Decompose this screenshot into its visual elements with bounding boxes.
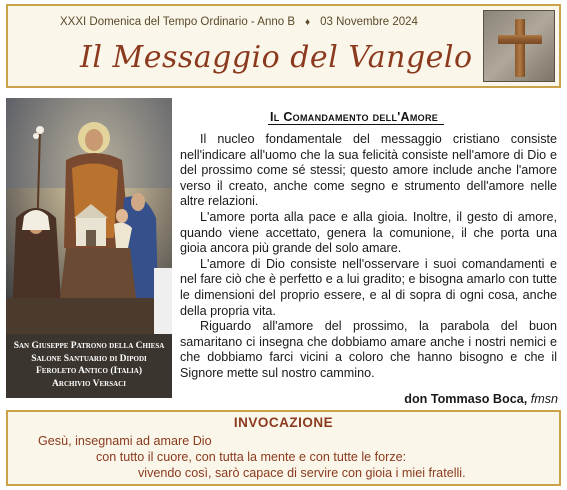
article-paragraph: Il nucleo fondamentale del messaggio cristiano consiste nell'indicare all'uomo che la sua felicità consiste nell'amore di Dio e del prossimo come sé stessi; questo amore include anche l'amore verso il creato, anche come segno e strumento dell'amore nelle altre relazioni.	[180, 132, 557, 209]
caption-line: Archivio Versaci	[52, 378, 126, 389]
invocation-box	[6, 410, 561, 486]
liturgy-label: XXXI Domenica del Tempo Ordinario - Anno B	[60, 16, 296, 28]
wooden-cross-icon	[483, 10, 555, 82]
article-paragraph: L'amore di Dio consiste nell'osservare i suoi comandamenti e nel fare ciò che è perfetto e a lui gradito; e bisogna amarlo con tutte le dimensioni del proprio essere, e al di sopra di ogni cosa, anche della propria vita.	[180, 256, 557, 318]
author-signature	[404, 392, 558, 406]
article-paragraph: Riguardo all'amore del prossimo, la parabola del buon samaritano ci insegna che dobbiamo amare anche i nostri nemici e che dobbiamo farci vicini a coloro che hanno bisogno e che il Signore mette sul nostro cammino.	[180, 319, 557, 380]
caption-line: Feroleto Antico (Italia)	[35, 366, 142, 376]
article-body	[180, 132, 557, 382]
painting-panel	[6, 98, 172, 398]
invocation-title: INVOCAZIONE	[233, 415, 334, 430]
author-name: don Tommaso Boca,	[404, 392, 528, 406]
diamond-icon: ♦	[305, 17, 311, 28]
invocation-line: con tutto il cuore, con tutta la mente e con tutte le forze:	[96, 450, 407, 464]
caption-line: Salone Santuario di Dipodi	[31, 353, 147, 364]
date-label: 03 Novembre 2024	[320, 16, 418, 28]
invocation-line: vivendo così, sarò capace di servire con gioia i miei fratelli.	[138, 466, 466, 480]
article-paragraph: L'amore porta alla pace e alla gioia. Inoltre, il gesto di amore, quando viene accettato, genera la comunione, il che porta una gioia ancora più grande del solo amare.	[180, 209, 557, 256]
saint-joseph-painting	[6, 98, 172, 334]
liturgy-date-line	[60, 16, 418, 28]
invocation-line: Gesù, insegnami ad amare Dio	[38, 434, 212, 448]
painting-caption	[6, 334, 172, 398]
page-title: Il Messaggio del Vangelo	[80, 40, 473, 75]
article-title: Il Comandamento dell'Amore	[268, 110, 444, 125]
caption-line: San Giuseppe Patrono della Chiesa	[13, 341, 165, 351]
author-order: fmsn	[530, 392, 558, 406]
header-banner	[6, 4, 561, 88]
